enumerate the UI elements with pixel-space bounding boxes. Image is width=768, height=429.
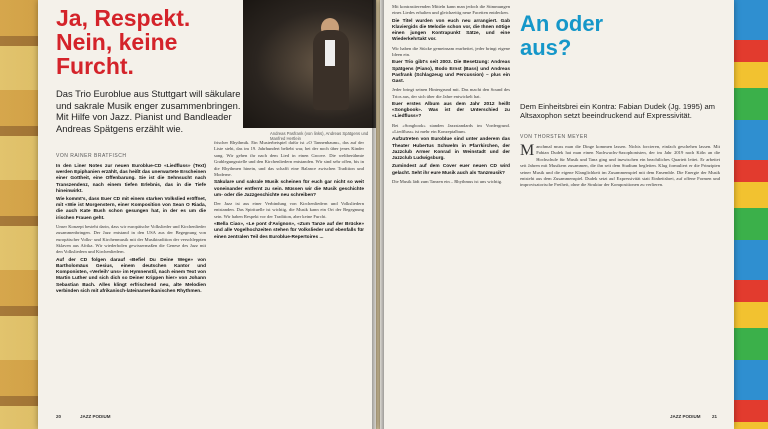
interview-answer: Mit kontrastierenden Mitteln kann man jedoch die Stimmungen eines Liedes erhalten und gleichzeitig neue Facetten entdecken.: [392, 4, 510, 16]
drop-cap: M: [520, 144, 535, 159]
article-column-1-left: [56, 162, 206, 412]
article-text: frischer Rhythmik. Ein Musterbeispiel dafür ist «O Tannenbaum», das auf der Liste steht, das im 19. Jahrhundert beliebt war, bei der noch über jenes Kinder sang. Wir gehen ihr nach dem Lied in einen Groove.: [214, 140, 364, 158]
background-cloth-right: [732, 0, 768, 429]
article-column-2-right: [520, 144, 720, 408]
article-column-2-left: [214, 140, 364, 410]
byline-left: VON RAINER BRATFISCH: [56, 153, 127, 159]
photo-caption: Andreas Pasfrank (von links), Andreas Spätgens und Manfred Hertlein: [270, 131, 369, 141]
interview-question: Säkulare und sakrale Musik scheinen für euch gar nicht so weit voneinander entfernt zu sein. Müssen wir die Musik geschichte um- oder die Jazzgeschichte neu schreiben?: [214, 180, 364, 198]
magazine-spine: [372, 0, 384, 429]
magazine-page-right: [380, 0, 734, 429]
article-lead-left: Das Trio Euroblue aus Stuttgart will säkulare und sakrale Musik enger zusammenbringen. Mit Hilfe von Jazz. Pianist und Bandleader Andreas Spätgens erzählt wie.: [56, 88, 241, 134]
page-number-left: 20: [56, 414, 62, 419]
band-photo: [243, 0, 376, 128]
interview-answer: Der Jazz ist aus einer Verbindung von Kirchenliedern und Volksliedern entstanden. Das Spirituelle ist wichtig, die Musik kann ein Ort der Begegnung sein. Wir haben Respekt vor der Tradition, aber keine Furcht.: [214, 201, 364, 219]
interview-answer: Wir haben die Stücke gemeinsam erarbeitet, jeder bringt eigene Ideen ein.: [392, 45, 510, 58]
byline-right: VON THORSTEN MEYER: [520, 134, 588, 140]
photo-person-shirt: [325, 40, 335, 66]
interview-question: Euer Trio gibt's seit 2003. Die Besetzung: Andreas Spätgens (Piano), Bodo Ernst (Bass) und Andreas Pasfrank (Schlagzeug und Percussion) – plus ein Gast.: [392, 60, 510, 85]
interview-question: Euer erstes Album aus dem Jahr 2012 heißt «Songbook». Was ist der Unterschied zu «Liedfluss»?: [392, 102, 510, 120]
interview-question: Wie kommt's, dass Euer CD mit einem starken Volkslied eröffnet, mit «Wie ist Morgenstern, einer Komposition von Sean O Riada, die auch Kate Bush schon gesungen hat, in der es um die irischen Frauen geht.: [56, 197, 206, 221]
article-lead-right: Dem Einheitsbrei ein Kontra: Fabian Dudek (Jg. 1995) am Altsaxophon setzt beeindruckend auf Expressivität.: [520, 102, 716, 121]
intro-paragraph: In den Liner Notes zur neuen Euroblue-CD «Liedfluss» (Text) werden Epiphanien erzählt, das heißt das unerwartete Erscheinen einer Gottheit, eine Offenbarung. Sie ist die Sehnsucht nach Transzendenz, nach einem tiefen Erlebnis, das in die Tiefe hineinwirkt.: [56, 164, 206, 194]
article-headline-right: An oder aus?: [520, 11, 604, 60]
interview-question: Zumindest auf dem Cover euer neuen CD wird gelacht. Seht ihr eure Musik auch als Tanzmusik?: [392, 164, 510, 176]
interview-answer: Die Musik lädt zum Tanzen ein – Rhythmus ist uns wichtig.: [392, 178, 503, 184]
article-column-1-right: [392, 4, 510, 409]
article-text: anchmal muss man die Dinge kommen lassen. Nichts forcieren, einfach geschehen lassen. Mit Fabian Dudek hat man einen Nachwuchs-Saxophonisten, der im Jahr 2019 nach Köln an die Hochschule für Musik und Tanz ging und inzwischen ein beachtliches Quartett leitet.: [536, 144, 720, 162]
background-cloth-left: [0, 0, 40, 429]
article-text: Er arbeitet seit Jahren mit Musikern zusammen, die ihn seit dem Studium begleiten. Klug formuliert er die Prinzipien seiner Musik und die eigene Klanglichkeit im Zusammenspiel mit dem Ensemble.: [520, 156, 720, 175]
interview-answer: Jeder bringt seinen Hintergrund mit. Das macht den Sound des Trios aus, der sich über die Jahre entwickelt hat.: [392, 87, 510, 99]
interview-question: «Bella Ciao», «Le pont d'Avignon», «Zum Tanze auf der Brücke» und alle Vogelhochzeiten stehen für Volkslieder und ebenfalls für einen zentralen Teil des Euroblue-Repertoires ...: [214, 222, 364, 240]
magazine-name-left: JAZZ PODIUM: [80, 414, 111, 419]
interview-question: Aufzutreten von Euroblue sind unter anderem das Theater Hubertus Schwelm in Pfarrkirchen, der Jazzclub Armer Konrad in Weinstadt und der Jazzclub Ludwigsburg.: [392, 137, 510, 162]
magazine-page-left: [38, 0, 376, 429]
article-text: Die weltberühmte Grablegungsstelle und den Kirchenliedern entstanden. Wir sind sehr offen, bis in die Rhythmen hinein, und das schafft eine Balance zwischen Tradition und Moderne.: [214, 152, 364, 178]
interview-answer: Bei «Songbook» standen Jazzstandards im Vordergrund. «Liedfluss» ist mehr ein Konzeptalbum.: [392, 122, 510, 135]
article-headline-left: Ja, Respekt. Nein, keine Furcht.: [56, 5, 191, 79]
interview-question: Auf der CD folgen darauf «Befiel Du Deine Wege» von Bartholomäus Gesius, einem deutschen Kantor und Komponisten, «Verleih' uns» im Hymnenstil, nach einem Text von Martin Luther und sich dich so Deiner Krippen hier» von Johann Sebastian Bach. Alles klingt erfrischend neu, alte Melodien verbinden sich mit afrikanisch-lateinamerikanischen Rhythmen.: [56, 257, 206, 294]
interview-question: Die Titel wurden von euch neu arrangiert. Gab Klaviergids die Melodie schon vor, die Ihnen nötige einen jungen Kontrapunkt Sätze, und eine Wiederkehrtakt vor.: [392, 18, 510, 43]
magazine-name-right: JAZZ PODIUM: [670, 414, 701, 419]
article-text: Die Energie der Musik entsteht aus dem Zusammenspiel. Dudek setzt auf Expressivität statt Einheitsbrei, auf offene Formen und improvisatorische Freiheit, ohne die Struktur der Kompositionen zu verlieren.: [520, 169, 720, 188]
interview-answer: Unser Konzept besteht darin, dass wir europäische Volkslieder und Kirchenlieder zusammenbringen. Der Jazz entstand in den USA aus der Begegnung von europäischer Volks- und Kirchenmusik mit der Musiktradition der verschleppten Sklaven aus Afrika. Wir wiederholen gewissermaßen die Genese des Jazz mit den Volksliedern und Kirchenliedern.: [56, 223, 206, 255]
page-number-right: 21: [712, 414, 718, 419]
